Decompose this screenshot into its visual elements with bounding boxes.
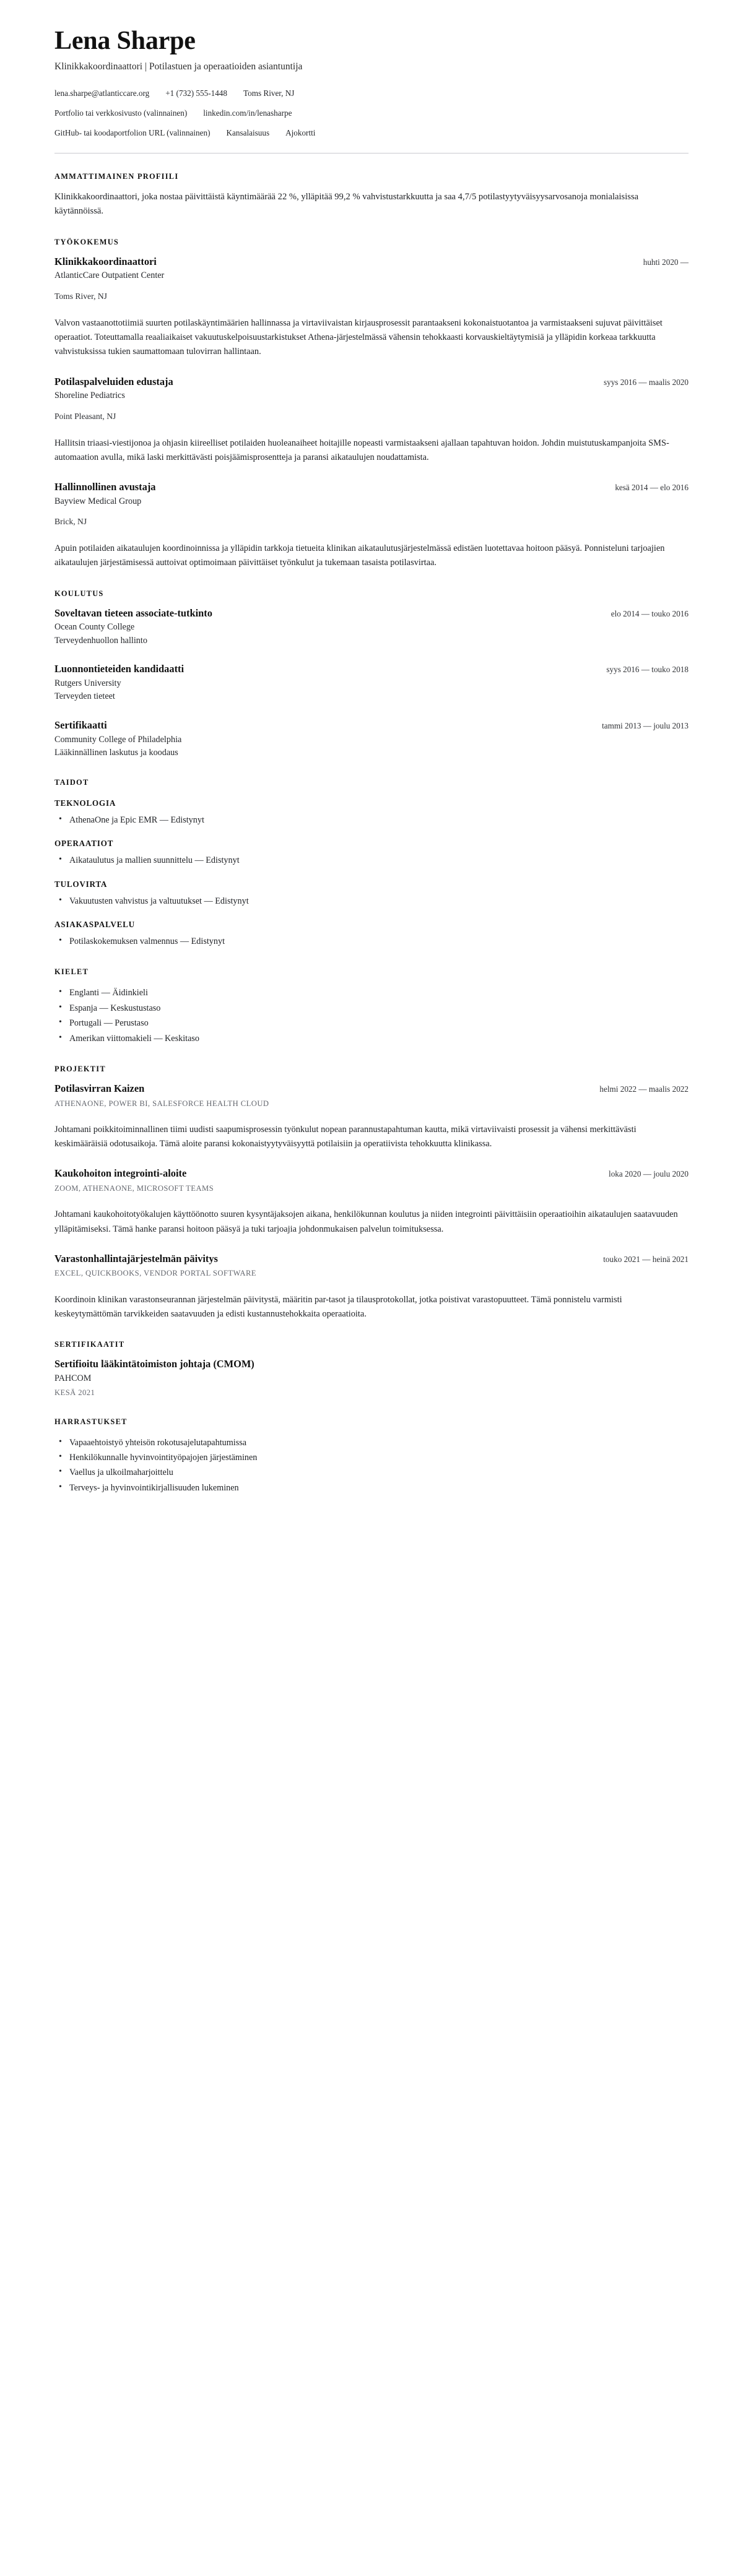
skill-group-label: ASIAKASPALVELU xyxy=(54,919,135,929)
section-certificates xyxy=(54,1340,689,1398)
list-item: • Vakuutusten vahvistus ja valtuutukset — Edistynyt xyxy=(54,894,689,909)
skill-group-technology xyxy=(54,798,689,828)
job-role: Hallinnollinen avustaja xyxy=(54,481,156,493)
github-placeholder-text[interactable]: GitHub- tai koodaportfolion URL (valinnainen) xyxy=(54,128,211,137)
degree-name: Soveltavan tieteen associate-tutkinto xyxy=(54,607,212,619)
section-profile xyxy=(54,172,689,219)
school-name: Community College of Philadelphia xyxy=(54,734,182,745)
list-item: • Terveys- ja hyvinvointikirjallisuuden lukeminen xyxy=(54,1480,689,1495)
email-text[interactable]: lena.sharpe@atlanticcare.org xyxy=(54,89,150,98)
list-item: • Aikataulutus ja mallien suunnittelu — Edistynyt xyxy=(54,853,689,868)
field-of-study: Terveydenhuollon hallinto xyxy=(54,635,147,646)
hobby-list xyxy=(54,1435,689,1496)
skill-group-label: TEKNOLOGIA xyxy=(54,798,116,808)
experience-item-head xyxy=(54,256,689,269)
list-item: • Englanti — Äidinkieli xyxy=(54,985,689,1000)
contact-row-2 xyxy=(54,107,689,119)
education-item-head xyxy=(54,663,689,676)
project-date-range: helmi 2022 — maalis 2022 xyxy=(599,1084,689,1094)
section-title-certificates: SERTIFIKAATIT xyxy=(54,1340,125,1349)
contact-row-3 xyxy=(54,127,689,139)
job-location: Toms River, NJ xyxy=(54,292,107,301)
list-item: • Vaellus ja ulkoilmaharjoittelu xyxy=(54,1465,689,1480)
degree-name: Sertifikaatti xyxy=(54,719,107,732)
section-title-education: KOULUTUS xyxy=(54,589,104,598)
professional-headline: Klinikkakoordinaattori | Potilastuen ja operaatioiden asiantuntija xyxy=(54,61,303,72)
experience-item-head xyxy=(54,481,689,494)
section-title-hobbies: HARRASTUKSET xyxy=(54,1417,128,1426)
job-location: Point Pleasant, NJ xyxy=(54,411,116,421)
page-title: Lena Sharpe xyxy=(54,27,196,55)
experience-item xyxy=(54,481,689,570)
experience-item xyxy=(54,376,689,465)
portfolio-placeholder-text[interactable]: Portfolio tai verkkosivusto (valinnainen) xyxy=(54,108,188,118)
language-list xyxy=(54,985,689,1046)
location-text: Toms River, NJ xyxy=(243,89,295,98)
driving-licence-text: Ajokortti xyxy=(285,128,316,137)
education-item-head xyxy=(54,719,689,732)
job-date-range: kesä 2014 — elo 2016 xyxy=(615,483,689,493)
job-location: Brick, NJ xyxy=(54,517,87,527)
project-item-head xyxy=(54,1083,689,1096)
project-item xyxy=(54,1253,689,1321)
resume-header xyxy=(54,27,689,153)
list-item: • Portugali — Perustaso xyxy=(54,1016,689,1031)
project-description: Koordinoin klinikan varastonseurannan järjestelmän päivitystä, määritin par-tasot ja tilausprotokollat, jotka poistivat varastopuutteet. Tämä ponnistelu varmisti keskeytymättömän tarvikkeiden saatavuuden ja edisti kustannustehokkaita operaatioita. xyxy=(54,1294,622,1319)
school-name: Rutgers University xyxy=(54,678,121,688)
project-tech-tags: ZOOM, ATHENAONE, MICROSOFT TEAMS xyxy=(54,1183,214,1193)
degree-name: Luonnontieteiden kandidaatti xyxy=(54,663,185,675)
list-item: • Vapaaehtoistyö yhteisön rokotusajelutapahtumissa xyxy=(54,1435,689,1450)
phone-text[interactable]: +1 (732) 555-1448 xyxy=(165,89,227,98)
profile-text: Klinikkakoordinaattori, joka nostaa päivittäistä käyntimäärää 22 %, ylläpitää 99,2 % vahvistustarkkuutta ja saa 4,7/5 potilastyytyväisyysarvosanoja monialaisissa käytännöissä. xyxy=(54,191,639,217)
section-title-languages: KIELET xyxy=(54,967,89,977)
project-item xyxy=(54,1167,689,1236)
degree-date-range: tammi 2013 — joulu 2013 xyxy=(602,721,689,731)
school-name: Ocean County College xyxy=(54,622,135,633)
job-date-range: syys 2016 — maalis 2020 xyxy=(603,377,689,387)
list-item: • Espanja — Keskustustaso xyxy=(54,1001,689,1016)
list-item: • AthenaOne ja Epic EMR — Edistynyt xyxy=(54,813,689,828)
project-date-range: touko 2021 — heinä 2021 xyxy=(603,1254,689,1264)
nationality-text: Kansalaisuus xyxy=(226,128,270,137)
skill-list xyxy=(54,894,689,909)
skill-list xyxy=(54,813,689,828)
certificate-item xyxy=(54,1358,689,1398)
skill-group-operations xyxy=(54,839,689,868)
section-skills xyxy=(54,778,689,949)
job-organization: AtlanticCare Outpatient Center xyxy=(54,270,165,281)
section-hobbies xyxy=(54,1417,689,1496)
job-date-range: huhti 2020 — xyxy=(643,257,689,267)
degree-date-range: syys 2016 — touko 2018 xyxy=(606,665,689,675)
job-organization: Bayview Medical Group xyxy=(54,496,142,506)
experience-item xyxy=(54,256,689,360)
skill-group-label: TULOVIRTA xyxy=(54,879,108,889)
list-item: • Amerikan viittomakieli — Keskitaso xyxy=(54,1031,689,1046)
contact-row-1 xyxy=(54,87,689,100)
education-item xyxy=(54,607,689,647)
education-item xyxy=(54,663,689,703)
project-name: Kaukohoiton integrointi-aloite xyxy=(54,1167,187,1180)
project-name: Varastonhallintajärjestelmän päivitys xyxy=(54,1252,218,1264)
section-title-experience: TYÖKOKEMUS xyxy=(54,237,119,246)
project-item-head xyxy=(54,1253,689,1266)
skill-list xyxy=(54,853,689,868)
job-description: Hallitsin triaasi-viestijonoa ja ohjasin kiireelliset potilaiden huoleanaiheet hoitajille nopeasti varmistaakseni ajallaan tapahtuvan hoidon. Johdin muistutuskampanjoita SMS-automaation avulla, mikä laski merkittävästi poisjäämisprosentteja ja paransi aikataulujen noudattamista. xyxy=(54,438,669,462)
list-item: • Henkilökunnalle hyvinvointityöpajojen järjestäminen xyxy=(54,1450,689,1465)
certificate-issuer: PAHCOM xyxy=(54,1373,92,1383)
field-of-study: Lääkinnällinen laskutus ja koodaus xyxy=(54,748,178,758)
job-role: Klinikkakoordinaattori xyxy=(54,255,157,267)
section-title-skills: TAIDOT xyxy=(54,777,89,787)
project-tech-tags: ATHENAONE, POWER BI, SALESFORCE HEALTH CLOUD xyxy=(54,1099,269,1108)
skill-group-revenue xyxy=(54,880,689,909)
certificate-name: Sertifioitu lääkintätoimiston johtaja (CMOM) xyxy=(54,1358,254,1370)
section-projects xyxy=(54,1065,689,1321)
project-description: Johtamani poikkitoiminnallinen tiimi uudisti saapumisprosessin työnkulut nopean parannustapahtuman kautta, mikä virtaviivaisti prosessit ja vähensi merkittävästi keskimääräisiä odotusaikoja. Tämä aloite paransi kokonaistyytyväisyyttä potilaisiin ja operatiivista tehokkuutta klinikassa. xyxy=(54,1124,637,1149)
section-title-projects: PROJEKTIT xyxy=(54,1065,106,1074)
job-organization: Shoreline Pediatrics xyxy=(54,391,125,401)
certificate-date: KESÄ 2021 xyxy=(54,1388,95,1398)
education-item-head xyxy=(54,607,689,620)
skill-list xyxy=(54,934,689,949)
list-item: • Potilaskokemuksen valmennus — Edistynyt xyxy=(54,934,689,949)
job-role: Potilaspalveluiden edustaja xyxy=(54,375,173,387)
job-description: Valvon vastaanottotiimiä suurten potilaskäyntimäärien hallinnassa ja virtaviivaistan kirjausprosessit parantaakseni kokonaistuotantoa ja varmistaakseni sujuvat päivittäiset operaatiot. Toteuttamalla reaaliaikaiset vakuutuskelpoisuustarkistukset Athena-järjestelmässä vähensin tehokkaasti korvauskieltäytymisiä ja ylläpidin korkeaa tarkkuutta vahvistuksissa tukien saumattomaan tulovirran hallintaan. xyxy=(54,318,663,357)
section-experience xyxy=(54,238,689,571)
section-education xyxy=(54,589,689,759)
experience-item-head xyxy=(54,376,689,389)
skill-group-customer-service xyxy=(54,920,689,949)
project-item xyxy=(54,1083,689,1151)
project-tech-tags: EXCEL, QUICKBOOKS, VENDOR PORTAL SOFTWARE xyxy=(54,1269,256,1278)
project-description: Johtamani kaukohoitotyökalujen käyttöönotto suuren kysyntäjaksojen aikana, henkilökunnan koulutus ja niiden integrointi päivittäisiin operaatioihin aikataulujen saatavuuden ylläpitämiseksi. Tämä hanke paransi hoitoon pääsyä ja tuki tarjoajia johdonmukaisen palvelun toimituksessa. xyxy=(54,1209,678,1234)
project-item-head xyxy=(54,1167,689,1180)
project-name: Potilasvirran Kaizen xyxy=(54,1083,145,1095)
section-languages xyxy=(54,967,689,1046)
project-date-range: loka 2020 — joulu 2020 xyxy=(609,1169,689,1179)
education-item xyxy=(54,719,689,759)
linkedin-link-text[interactable]: linkedin.com/in/lenasharpe xyxy=(203,108,292,118)
job-description: Apuin potilaiden aikataulujen koordinoinnissa ja ylläpidin tarkkoja tietueita klinikan aikataulutusjärjestelmässä edistäen luotettavaa hoitoon pääsyä. Ponnisteluni tarjoajien aikataulujen järjestämisessä auttoivat optimoimaan päivittäiset työnkulut ja tukemaan tasaista potilasvirtaa. xyxy=(54,543,665,568)
section-title-profile: AMMATTIMAINEN PROFIILI xyxy=(54,171,179,181)
skill-group-label: OPERAATIOT xyxy=(54,839,114,849)
field-of-study: Terveyden tieteet xyxy=(54,691,115,702)
degree-date-range: elo 2014 — touko 2016 xyxy=(610,608,689,618)
